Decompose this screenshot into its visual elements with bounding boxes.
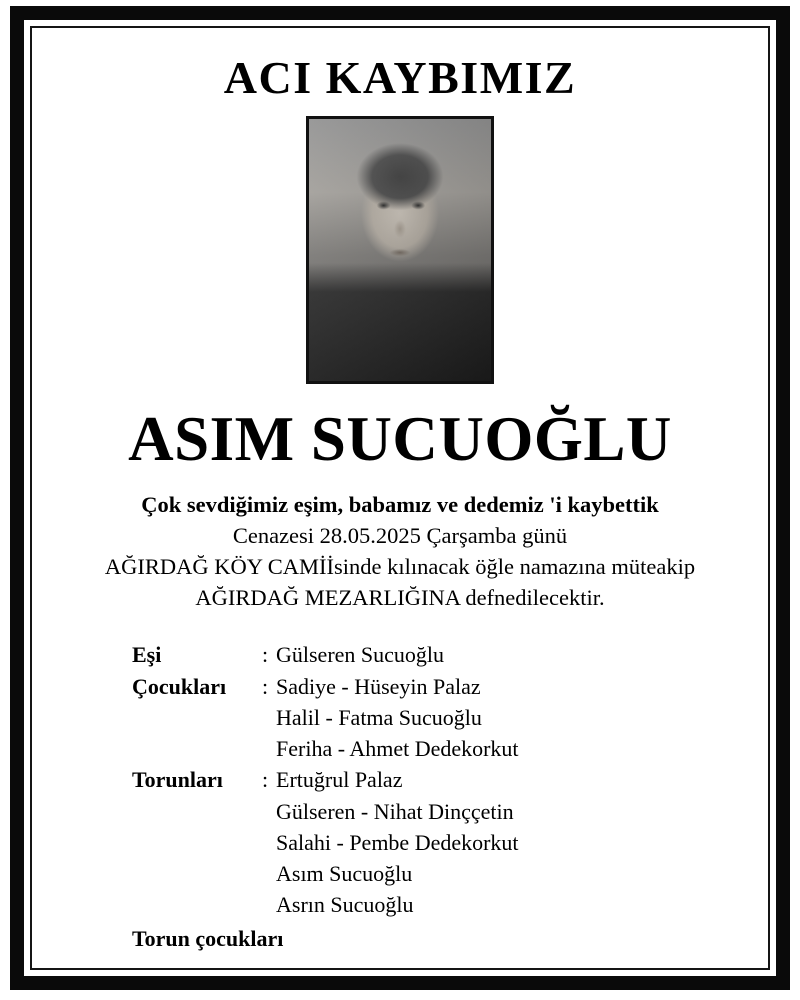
family-value: Asım Sucuoğlu xyxy=(276,861,413,887)
inner-border xyxy=(30,26,770,970)
family-value: Ertuğrul Palaz xyxy=(276,767,403,793)
funeral-message xyxy=(54,489,746,613)
deceased-name: ASIM SUCUOĞLU xyxy=(128,404,672,475)
family-row xyxy=(132,827,746,858)
family-label: Çocukları xyxy=(132,673,227,699)
family-separator: : xyxy=(262,673,269,699)
family-row xyxy=(132,858,746,889)
family-value: Salahi - Pembe Dedekorkut xyxy=(276,829,519,855)
message-line-3: AĞIRDAĞ KÖY CAMİİsinde kılınacak öğle namazına müteakip xyxy=(104,554,696,580)
family-row xyxy=(132,733,746,764)
family-separator: : xyxy=(262,642,269,668)
family-row xyxy=(132,702,746,733)
family-value: Gülseren Sucuoğlu xyxy=(276,642,445,668)
family-row xyxy=(132,764,746,795)
grandchildren-children-label: Torun çocukları xyxy=(132,925,284,951)
notice-headline: ACI KAYBIMIZ xyxy=(223,52,577,103)
family-value: Feriha - Ahmet Dedekorkut xyxy=(276,736,519,762)
family-label: Torunları xyxy=(132,767,223,793)
family-separator: : xyxy=(262,767,269,793)
message-line-2: Cenazesi 28.05.2025 Çarşamba günü xyxy=(232,523,568,549)
family-row xyxy=(132,796,746,827)
family-value: Halil - Fatma Sucuoğlu xyxy=(276,704,482,730)
family-row xyxy=(132,889,746,920)
message-line-1: Çok sevdiğimiz eşim, babamız ve dedemiz 'i kaybettik xyxy=(141,492,659,518)
family-footer-row xyxy=(132,923,746,954)
family-value: Asrın Sucuoğlu xyxy=(276,892,414,918)
message-line-4: AĞIRDAĞ MEZARLIĞINA defnedilecektir. xyxy=(195,585,605,611)
family-list xyxy=(54,639,746,953)
outer-border xyxy=(10,6,790,990)
family-value: Sadiye - Hüseyin Palaz xyxy=(276,673,481,699)
portrait-frame xyxy=(306,116,494,384)
family-label: Eşi xyxy=(132,642,162,668)
family-row xyxy=(132,671,746,702)
portrait-photo xyxy=(309,119,491,381)
family-value: Gülseren - Nihat Dinççetin xyxy=(276,798,514,824)
family-row xyxy=(132,639,746,670)
